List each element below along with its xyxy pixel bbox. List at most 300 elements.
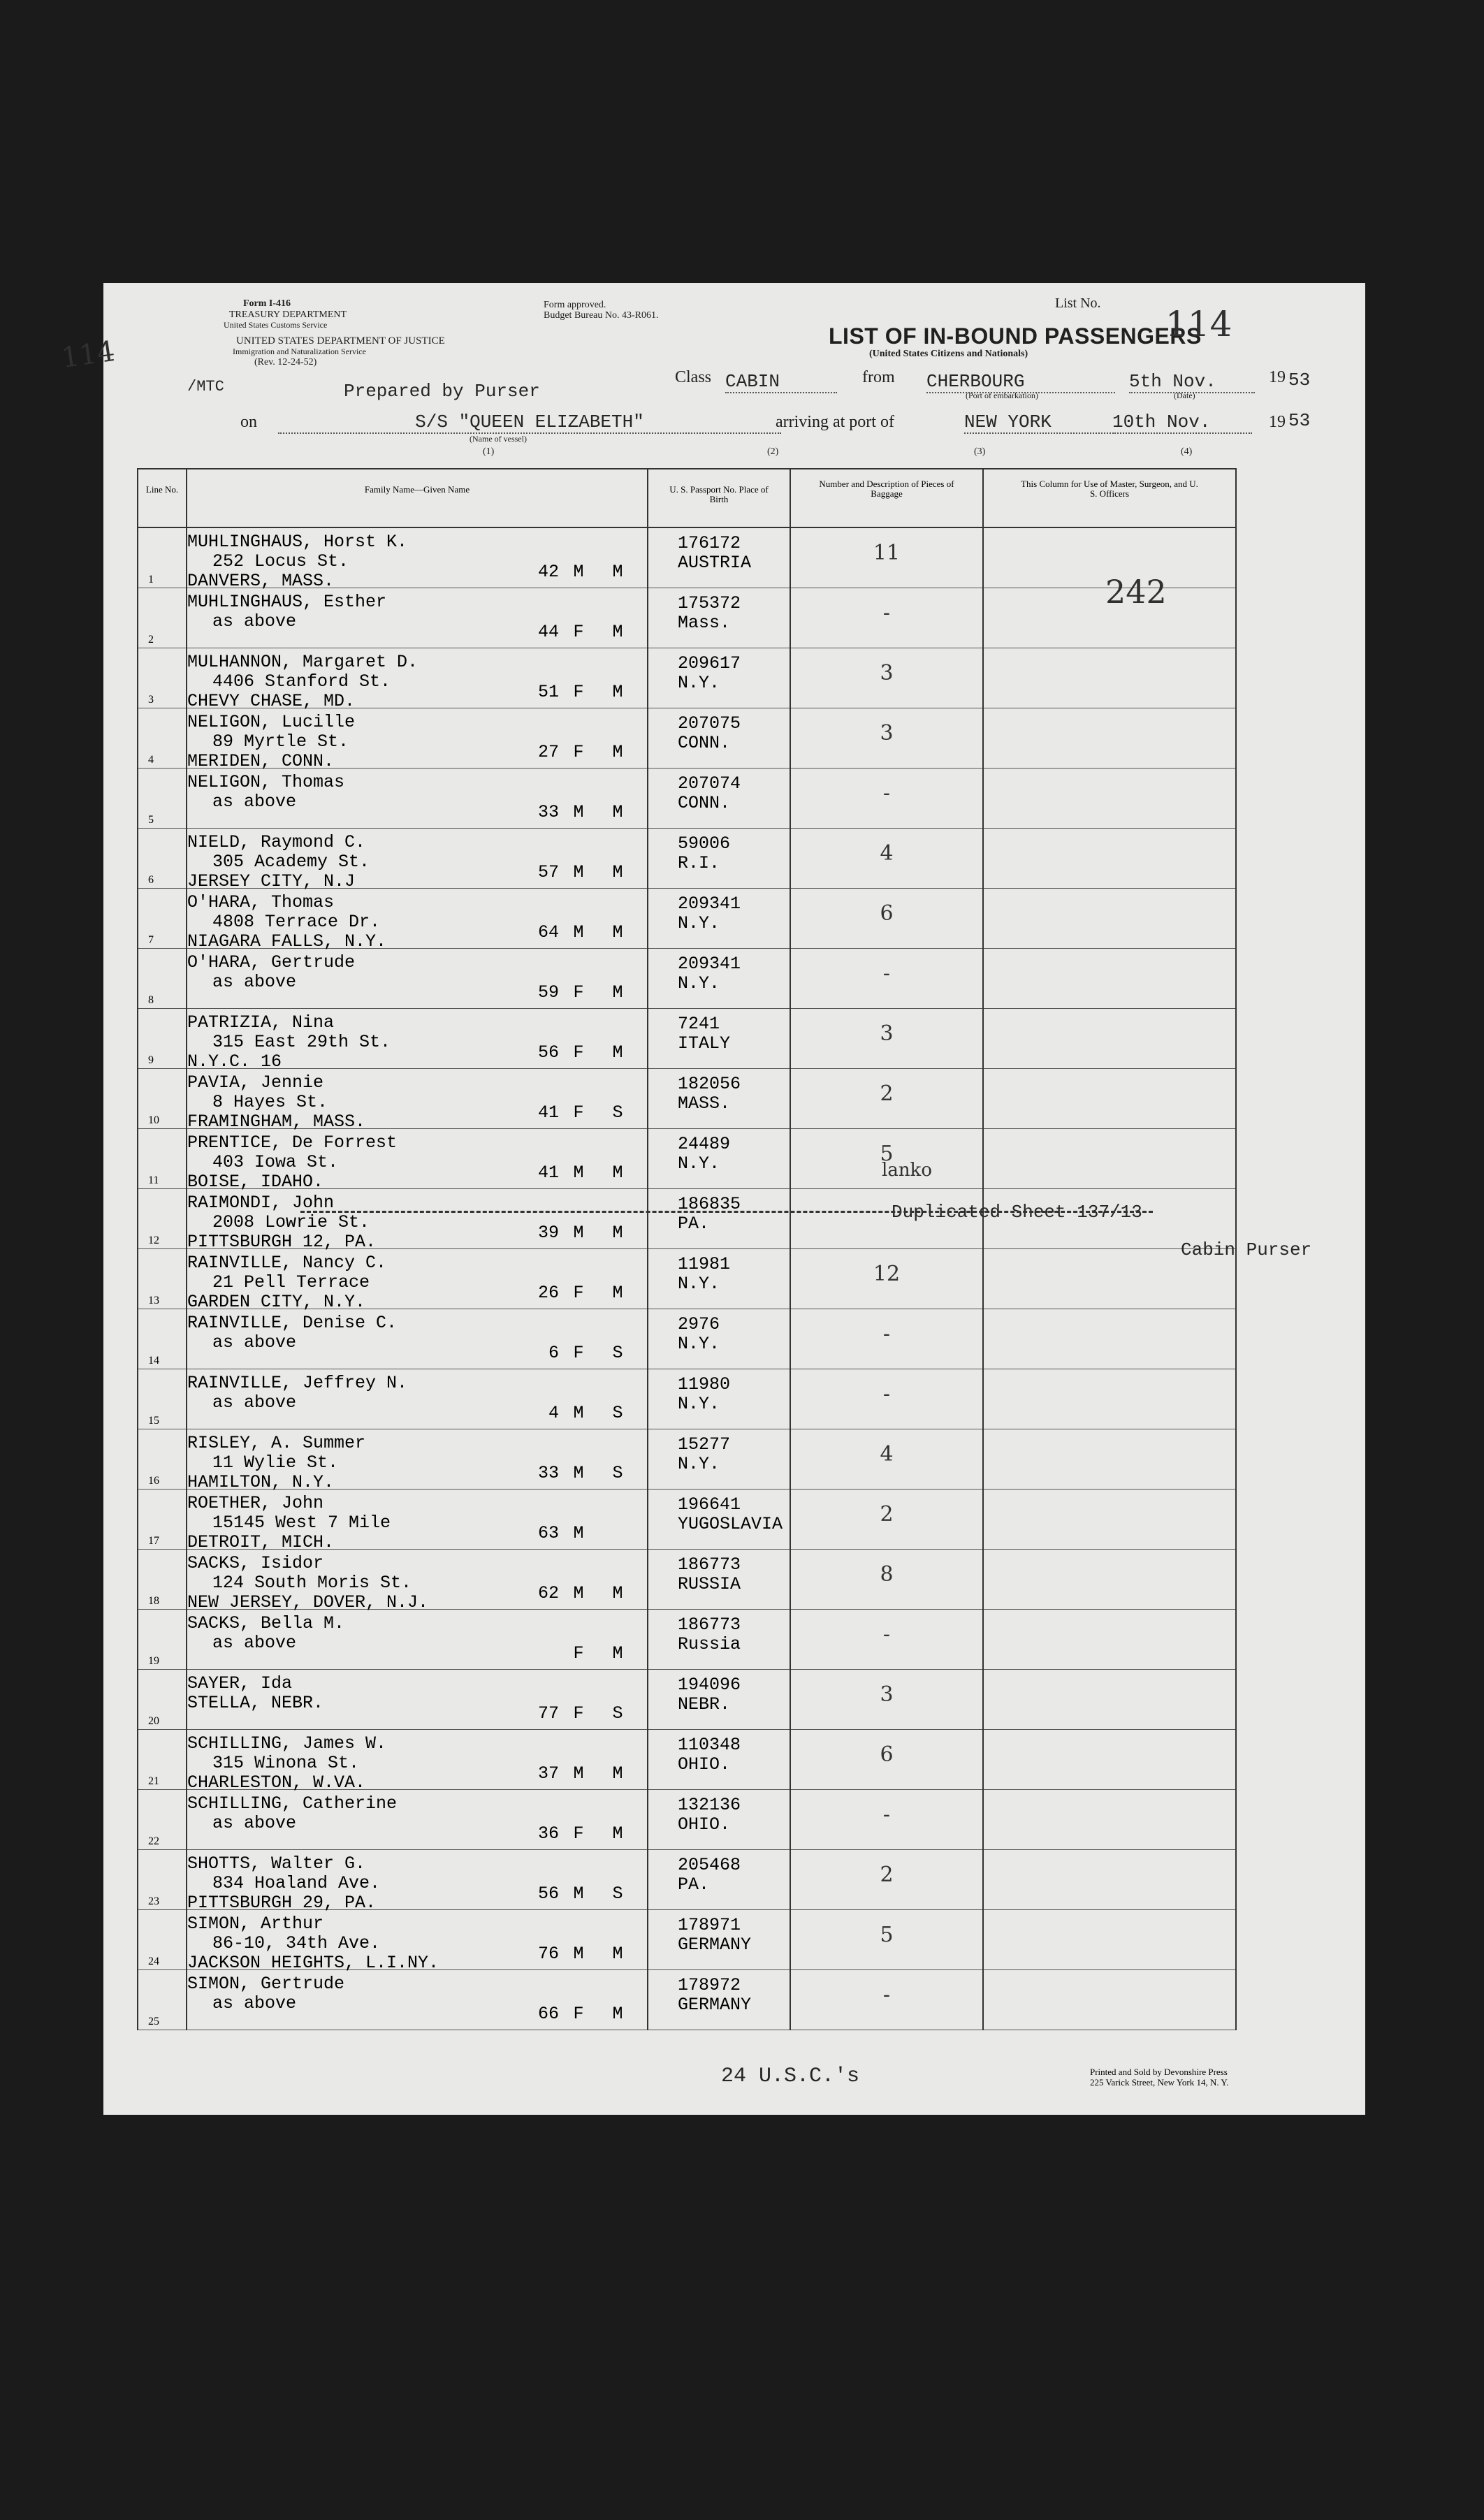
table-row	[138, 1910, 1236, 1970]
table-row	[138, 1970, 1236, 2030]
passenger-name-block	[187, 893, 386, 952]
marital-status: M	[612, 1163, 623, 1183]
official-use-cell	[984, 1910, 1235, 1969]
passenger-name: NIELD, Raymond C.	[187, 832, 366, 852]
address-line-2: PITTSBURGH 12, PA.	[187, 1232, 377, 1252]
age: 42	[537, 562, 559, 582]
passport-number: 7241	[678, 1014, 720, 1034]
passport-block	[678, 1916, 751, 1955]
age-sex-status	[524, 1042, 637, 1063]
passenger-name: SACKS, Bella M.	[187, 1613, 345, 1633]
age: 36	[537, 1823, 559, 1844]
header-line-no: Line No.	[145, 484, 179, 495]
official-use-cell	[984, 769, 1235, 828]
age-sex-status	[524, 1283, 637, 1303]
embarkation-port: CHERBOURG	[926, 371, 1115, 393]
col-num-2: (2)	[767, 446, 779, 457]
address-line-1: 315 East 29th St.	[212, 1032, 391, 1052]
passport-block	[678, 1435, 730, 1474]
list-number: 114	[1165, 304, 1232, 344]
sex: F	[573, 2004, 584, 2024]
table-row	[138, 949, 1236, 1009]
passenger-name-block	[187, 1674, 323, 1713]
table-row	[138, 1369, 1236, 1429]
baggage-count: -	[882, 1622, 891, 1647]
header-official-use: This Column for Use of Master, Surgeon, and U. S. Officers	[1021, 479, 1198, 499]
document-title: LIST OF IN-BOUND PASSENGERS	[829, 323, 1202, 349]
age-sex-status	[524, 1463, 637, 1483]
class-value: CABIN	[725, 371, 837, 393]
age: 63	[537, 1523, 559, 1543]
passport-block	[678, 1796, 741, 1835]
treasury-dept: TREASURY DEPARTMENT	[229, 309, 347, 320]
port-caption: (Port of embarkation)	[966, 391, 1038, 400]
line-number: 6	[148, 874, 154, 886]
passport-block	[678, 1976, 751, 2015]
address-line-1: 4808 Terrace Dr.	[212, 912, 381, 932]
duplicated-sheet-note: Duplicated Sheet 137/13	[892, 1202, 1142, 1223]
age-sex-status	[524, 1703, 637, 1724]
passport-block	[678, 894, 741, 933]
passport-number: 132136	[678, 1795, 741, 1815]
class-label: Class	[675, 368, 712, 386]
passenger-name: ROETHER, John	[187, 1493, 324, 1513]
sex: F	[573, 622, 584, 642]
table-row	[138, 1249, 1236, 1309]
header-name: Family Name—Given Name	[364, 484, 470, 495]
sex: F	[573, 742, 584, 762]
place-of-birth: Mass.	[678, 613, 731, 633]
age-sex-status	[524, 1823, 637, 1844]
annotation-242: 242	[1105, 573, 1167, 611]
sex: M	[573, 562, 584, 582]
line-number: 7	[148, 934, 154, 946]
age: 37	[537, 1763, 559, 1784]
passenger-name: MUHLINGHAUS, Horst K.	[187, 532, 408, 552]
passport-number: 186835	[678, 1194, 741, 1214]
marital-status: M	[612, 622, 623, 642]
baggage-count: 3	[880, 721, 894, 745]
baggage-count: 4	[880, 1442, 894, 1466]
address-line-2: MERIDEN, CONN.	[187, 751, 335, 771]
year-1: 53	[1288, 370, 1311, 391]
passenger-name: RAINVILLE, Nancy C.	[187, 1253, 387, 1273]
passenger-name-block	[187, 1614, 344, 1653]
marital-status: M	[612, 862, 623, 882]
passenger-name: SHOTTS, Walter G.	[187, 1853, 366, 1874]
marital-status: M	[612, 562, 623, 582]
sex: F	[573, 1643, 584, 1663]
passport-block	[678, 1255, 730, 1294]
place-of-birth: AUSTRIA	[678, 553, 752, 573]
sex: F	[573, 1042, 584, 1063]
table-row	[138, 1069, 1236, 1129]
sex: F	[573, 682, 584, 702]
passport-number: 11980	[678, 1374, 731, 1394]
baggage-count: -	[882, 601, 891, 625]
marital-status: M	[612, 1763, 623, 1784]
table-row	[138, 527, 1236, 588]
age-sex-status	[524, 742, 637, 762]
year-prefix-2: 19	[1269, 413, 1286, 431]
passenger-name: NELIGON, Thomas	[187, 772, 345, 792]
table-row	[138, 1610, 1236, 1670]
table-row	[138, 1670, 1236, 1730]
passenger-name-block	[187, 1013, 391, 1072]
from-label: from	[862, 368, 895, 386]
marital-status: M	[612, 1283, 623, 1303]
line-number: 15	[148, 1415, 159, 1427]
passport-block	[678, 654, 741, 693]
baggage-count: -	[882, 1802, 891, 1827]
official-use-cell	[984, 708, 1235, 768]
line-number: 19	[148, 1655, 159, 1667]
age: 76	[537, 1944, 559, 1964]
passport-block	[678, 1615, 741, 1654]
baggage-count: 12	[873, 1262, 901, 1286]
baggage-count: 6	[880, 901, 894, 926]
sex: F	[573, 1823, 584, 1844]
marital-status: M	[612, 1944, 623, 1964]
baggage-count: -	[882, 1322, 891, 1346]
official-use-cell	[984, 1429, 1235, 1489]
printer-line-2: 225 Varick Street, New York 14, N. Y.	[1090, 2077, 1229, 2088]
age-sex-status	[524, 1643, 637, 1663]
list-no-label: List No.	[1055, 296, 1101, 311]
prepared-by: Prepared by Purser	[344, 381, 540, 402]
passport-block	[678, 1856, 741, 1895]
passenger-name-block	[187, 773, 344, 812]
line-number: 12	[148, 1234, 159, 1246]
age: 62	[537, 1583, 559, 1603]
line-number: 13	[148, 1295, 159, 1306]
year-2: 53	[1288, 410, 1311, 431]
col-num-3: (3)	[974, 446, 986, 457]
official-use-cell	[984, 1730, 1235, 1789]
passenger-name-block	[187, 1073, 365, 1132]
line-number: 20	[148, 1715, 159, 1727]
sex: M	[573, 1163, 584, 1183]
place-of-birth: CONN.	[678, 733, 731, 753]
passport-block	[678, 1675, 741, 1714]
baggage-count: -	[882, 781, 891, 806]
customs-service: United States Customs Service	[224, 320, 328, 330]
marital-status: S	[612, 1343, 623, 1363]
cancel-line	[300, 1211, 1153, 1213]
line-number: 10	[148, 1114, 159, 1126]
passport-number: 207074	[678, 773, 741, 794]
place-of-birth: N.Y.	[678, 913, 720, 933]
table-row	[138, 708, 1236, 769]
passenger-name-block	[187, 1734, 386, 1793]
line-number: 2	[148, 634, 154, 646]
cabin-purser-note: Cabin Purser	[1181, 1239, 1312, 1260]
address-line-1: 252 Locus St.	[212, 551, 349, 571]
address-line-1: 15145 West 7 Mile	[212, 1513, 391, 1533]
passenger-name-block	[187, 1914, 439, 1973]
age-sex-status	[524, 802, 637, 822]
age-sex-status	[524, 2004, 637, 2024]
lanko-note: lanko	[882, 1160, 932, 1181]
form-approved: Form approved.	[544, 300, 606, 310]
passenger-name-block	[187, 1854, 380, 1913]
passport-block	[678, 834, 730, 873]
marital-status: M	[612, 802, 623, 822]
table-row	[138, 1429, 1236, 1490]
place-of-birth: N.Y.	[678, 1334, 720, 1354]
age: 4	[548, 1403, 559, 1423]
marital-status: S	[612, 1884, 623, 1904]
age: 77	[537, 1703, 559, 1724]
baggage-count: 5	[880, 1142, 894, 1166]
address-line-2: NIAGARA FALLS, N.Y.	[187, 931, 387, 952]
official-use-cell	[984, 1970, 1235, 2030]
sex: M	[573, 802, 584, 822]
address-line-1: as above	[212, 1813, 297, 1833]
passenger-name: SCHILLING, James W.	[187, 1733, 387, 1754]
age-sex-status	[524, 1763, 637, 1784]
official-use-cell	[984, 889, 1235, 948]
age: 44	[537, 622, 559, 642]
passport-number: 59006	[678, 833, 731, 854]
age: 66	[537, 2004, 559, 2024]
address-line-2: HAMILTON, N.Y.	[187, 1472, 335, 1492]
passenger-name-block	[187, 1313, 397, 1353]
sex: M	[573, 1763, 584, 1784]
passport-block	[678, 1014, 730, 1054]
sex: M	[573, 1944, 584, 1964]
age: 27	[537, 742, 559, 762]
marital-status: S	[612, 1463, 623, 1483]
address-line-1: as above	[212, 611, 297, 632]
address-line-1: 403 Iowa St.	[212, 1152, 339, 1172]
passport-number: 194096	[678, 1675, 741, 1695]
table-row	[138, 648, 1236, 708]
footer-total: 24 U.S.C.'s	[721, 2064, 860, 2088]
header-passport: U. S. Passport No. Place of Birth	[669, 484, 769, 504]
line-number: 14	[148, 1355, 159, 1367]
table-row	[138, 1730, 1236, 1790]
passport-block	[678, 594, 741, 633]
place-of-birth: GERMANY	[678, 1935, 752, 1955]
address-line-1: 89 Myrtle St.	[212, 731, 349, 752]
baggage-count: -	[882, 961, 891, 986]
age-sex-status	[524, 862, 637, 882]
baggage-count: -	[882, 1382, 891, 1406]
table-row	[138, 1850, 1236, 1910]
passenger-name-block	[187, 532, 407, 591]
address-line-1: 8 Hayes St.	[212, 1092, 328, 1112]
address-line-2: JACKSON HEIGHTS, L.I.NY.	[187, 1953, 439, 1973]
passenger-name: O'HARA, Gertrude	[187, 952, 356, 973]
age: 59	[537, 982, 559, 1003]
passport-number: 2976	[678, 1314, 720, 1334]
passport-block	[678, 1555, 741, 1594]
line-number: 3	[148, 694, 154, 706]
age: 26	[537, 1283, 559, 1303]
place-of-birth: N.Y.	[678, 1153, 720, 1174]
place-of-birth: OHIO.	[678, 1814, 731, 1835]
address-line-1: as above	[212, 1332, 297, 1353]
passport-block	[678, 1735, 741, 1775]
passenger-name: MUHLINGHAUS, Esther	[187, 592, 387, 612]
passenger-name: PRENTICE, De Forrest	[187, 1132, 398, 1153]
line-number: 9	[148, 1054, 154, 1066]
sex: M	[573, 1403, 584, 1423]
age-sex-status	[524, 1884, 637, 1904]
form-number: Form I-416	[243, 298, 291, 309]
passenger-name-block	[187, 1494, 391, 1552]
passport-number: 209341	[678, 894, 741, 914]
passport-number: 186773	[678, 1554, 741, 1575]
place-of-birth: N.Y.	[678, 673, 720, 693]
baggage-count: 3	[880, 1682, 894, 1707]
place-of-birth: GERMANY	[678, 1995, 752, 2015]
age-sex-status	[524, 1223, 637, 1243]
passenger-name-block	[187, 1374, 407, 1413]
official-use-cell	[984, 1309, 1235, 1369]
place-of-birth: N.Y.	[678, 1394, 720, 1414]
marital-status: M	[612, 2004, 623, 2024]
sex: F	[573, 1283, 584, 1303]
departure-date: 5th Nov.	[1129, 371, 1255, 393]
place-of-birth: PA.	[678, 1874, 710, 1895]
line-number: 25	[148, 2016, 159, 2027]
marital-status: M	[612, 1042, 623, 1063]
official-use-cell	[984, 1490, 1235, 1549]
passport-number: 11981	[678, 1254, 731, 1274]
passport-number: 207075	[678, 713, 741, 734]
passport-number: 205468	[678, 1855, 741, 1875]
line-number: 21	[148, 1775, 159, 1787]
passenger-name: NELIGON, Lucille	[187, 712, 356, 732]
arrival-date: 10th Nov.	[1112, 411, 1252, 434]
passport-number: 186773	[678, 1615, 741, 1635]
passenger-table	[137, 468, 1237, 2030]
passenger-name: SAYER, Ida	[187, 1673, 293, 1694]
address-line-1: 834 Hoaland Ave.	[212, 1873, 381, 1893]
marital-status: M	[612, 922, 623, 942]
line-number: 22	[148, 1835, 159, 1847]
place-of-birth: ITALY	[678, 1033, 731, 1054]
address-line-1: as above	[212, 792, 297, 812]
passenger-name-block	[187, 1554, 428, 1612]
justice-dept: UNITED STATES DEPARTMENT OF JUSTICE	[236, 335, 445, 347]
place-of-birth: CONN.	[678, 793, 731, 813]
age-sex-status	[524, 1583, 637, 1603]
age: 33	[537, 1463, 559, 1483]
baggage-count: 2	[880, 1081, 894, 1106]
age: 33	[537, 802, 559, 822]
baggage-count: 4	[880, 841, 894, 866]
age-sex-status	[524, 622, 637, 642]
sex: F	[573, 982, 584, 1003]
baggage-count: 3	[880, 661, 894, 685]
age-sex-status	[524, 1523, 637, 1543]
baggage-count: 8	[880, 1562, 894, 1587]
header-baggage: Number and Description of Pieces of Baggage	[819, 479, 954, 499]
age-sex-status	[524, 1343, 637, 1363]
arrival-port: NEW YORK	[964, 411, 1111, 434]
marital-status: M	[612, 1643, 623, 1663]
passport-block	[678, 1495, 783, 1534]
passenger-name: RAINVILLE, Denise C.	[187, 1313, 398, 1333]
passenger-name: SIMON, Arthur	[187, 1914, 324, 1934]
sex: F	[573, 1343, 584, 1363]
line-number: 16	[148, 1475, 159, 1487]
passport-number: 110348	[678, 1735, 741, 1755]
marital-status: M	[612, 1583, 623, 1603]
place-of-birth: PA.	[678, 1214, 710, 1234]
official-use-cell	[984, 1069, 1235, 1128]
passenger-name-block	[187, 1253, 386, 1312]
place-of-birth: N.Y.	[678, 1274, 720, 1294]
sex: M	[573, 1523, 584, 1543]
age: 41	[537, 1102, 559, 1123]
passport-number: 15277	[678, 1434, 731, 1455]
address-line-1: 11 Wylie St.	[212, 1452, 339, 1473]
passport-number: 24489	[678, 1134, 731, 1154]
age: 56	[537, 1042, 559, 1063]
table-row	[138, 1790, 1236, 1850]
passport-block	[678, 1375, 730, 1414]
baggage-count: 2	[880, 1863, 894, 1887]
passenger-name-block	[187, 833, 370, 891]
table-row	[138, 1129, 1236, 1189]
vessel-caption: (Name of vessel)	[470, 434, 527, 444]
marital-status: M	[612, 682, 623, 702]
sex: M	[573, 1884, 584, 1904]
address-line-2: PITTSBURGH 29, PA.	[187, 1893, 377, 1913]
passport-block	[678, 774, 741, 813]
passport-block	[678, 534, 751, 573]
address-line-2: CHEVY CHASE, MD.	[187, 691, 356, 711]
official-use-cell	[984, 1009, 1235, 1068]
passenger-name: PAVIA, Jennie	[187, 1072, 324, 1093]
vessel-name: S/S "QUEEN ELIZABETH"	[278, 411, 781, 434]
margin-note: 114	[59, 335, 117, 375]
passenger-name: RISLEY, A. Summer	[187, 1433, 366, 1453]
age: 39	[537, 1223, 559, 1243]
margin-mtc: /MTC	[187, 378, 224, 395]
age-sex-status	[524, 1944, 637, 1964]
arriving-label: arriving at port of	[776, 413, 894, 431]
sex: M	[573, 1223, 584, 1243]
passenger-name: SIMON, Gertrude	[187, 1974, 345, 1994]
address-line-2: GARDEN CITY, N.Y.	[187, 1292, 366, 1312]
passenger-name-block	[187, 1794, 397, 1833]
place-of-birth: RUSSIA	[678, 1574, 741, 1594]
address-line-2: DETROIT, MICH.	[187, 1532, 335, 1552]
address-line-1: 86-10, 34th Ave.	[212, 1933, 381, 1953]
baggage-count: 3	[880, 1021, 894, 1046]
address-line-2: FRAMINGHAM, MASS.	[187, 1112, 366, 1132]
table-row	[138, 1009, 1236, 1069]
official-use-cell	[984, 1790, 1235, 1849]
baggage-count: 6	[880, 1742, 894, 1767]
table-header	[138, 469, 1236, 527]
line-number: 18	[148, 1595, 159, 1607]
age-sex-status	[524, 1102, 637, 1123]
marital-status: S	[612, 1403, 623, 1423]
sex: M	[573, 1463, 584, 1483]
line-number: 23	[148, 1895, 159, 1907]
line-number: 24	[148, 1955, 159, 1967]
place-of-birth: N.Y.	[678, 973, 720, 993]
official-use-cell	[984, 1670, 1235, 1729]
passenger-name: PATRIZIA, Nina	[187, 1012, 335, 1033]
sex: F	[573, 1703, 584, 1724]
